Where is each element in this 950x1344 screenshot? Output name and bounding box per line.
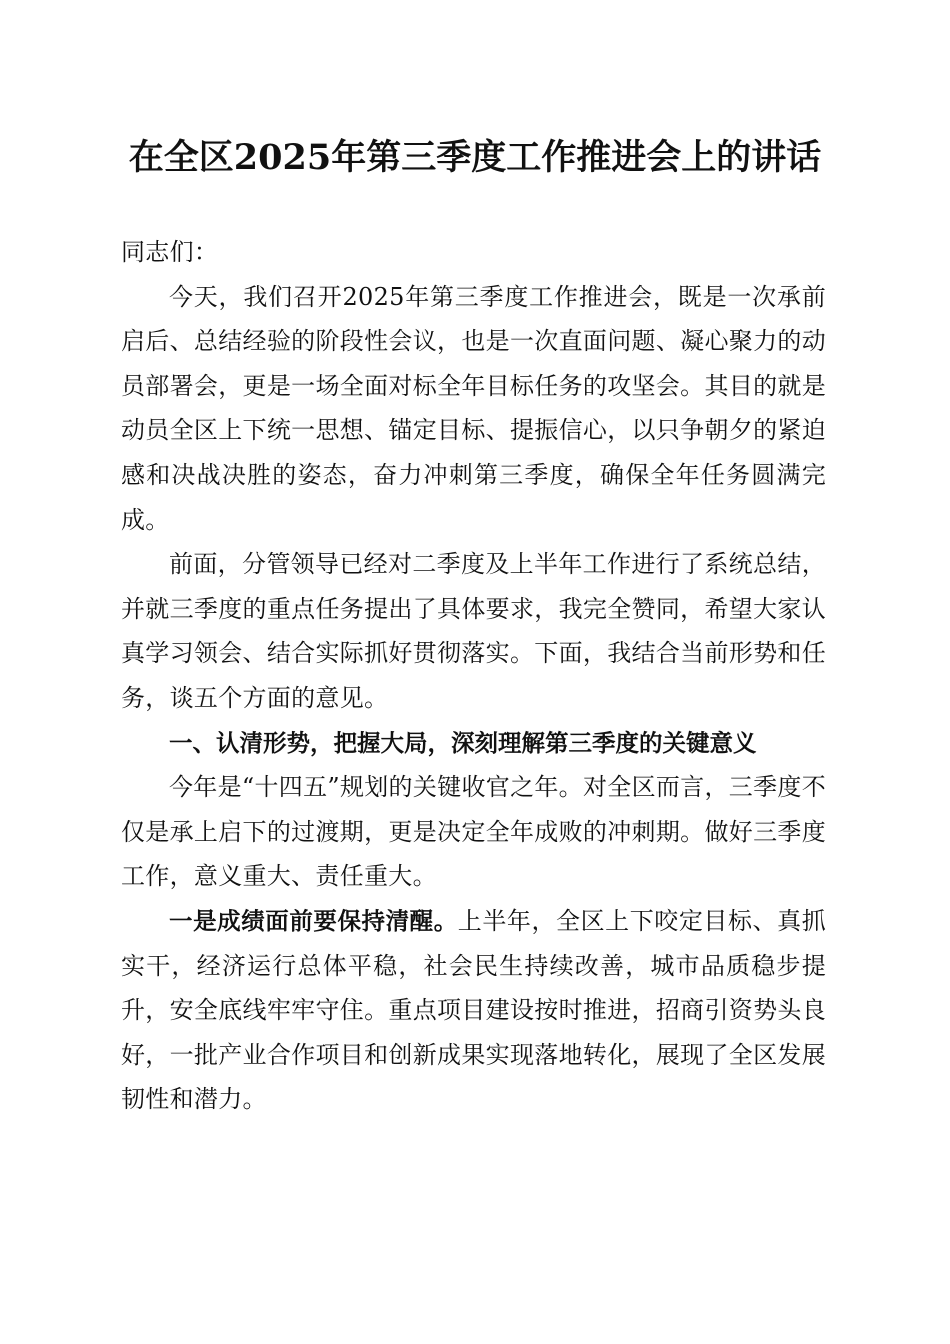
section-heading-1: 一、认清形势，把握大局，深刻理解第三季度的关键意义: [169, 728, 757, 757]
document-title: 在全区2025年第三季度工作推进会上的讲话: [128, 137, 822, 178]
paragraph-point-1: [121, 899, 826, 1122]
paragraph-point-1-body: 上半年，全区上下咬定目标、真抓实干，经济运行总体平稳，社会民生持续改善，城市品质稳步提升，安全底线牢牢守住。重点项目建设按时推进，招商引资势头良好，一批产业合作项目和创新成果实现落地转化，展现了全区发展韧性和潜力。: [121, 906, 826, 1114]
paragraph-situation: 今年是“十四五”规划的关键收官之年。对全区而言，三季度不仅是承上启下的过渡期，更是决定全年成败的冲刺期。做好三季度工作，意义重大、责任重大。: [121, 773, 826, 891]
paragraph-opening: 今天，我们召开2025年第三季度工作推进会，既是一次承前启后、总结经验的阶段性会议，也是一次直面问题、凝心聚力的动员部署会，更是一场全面对标全年目标任务的攻坚会。其目的就是动员全区上下统一思想、锚定目标、提振信心，以只争朝夕的紧迫感和决战决胜的姿态，奋力冲刺第三季度，确保全年任务圆满完成。: [121, 282, 826, 534]
paragraph-point-1-lead: 一是成绩面前要保持清醒。: [169, 906, 458, 935]
salutation: 同志们：: [121, 238, 219, 266]
document-body: [121, 230, 826, 1122]
paragraph-intro: 前面，分管领导已经对二季度及上半年工作进行了系统总结，并就三季度的重点任务提出了具体要求，我完全赞同，希望大家认真学习领会、结合实际抓好贯彻落实。下面，我结合当前形势和任务，谈五个方面的意见。: [121, 550, 826, 712]
